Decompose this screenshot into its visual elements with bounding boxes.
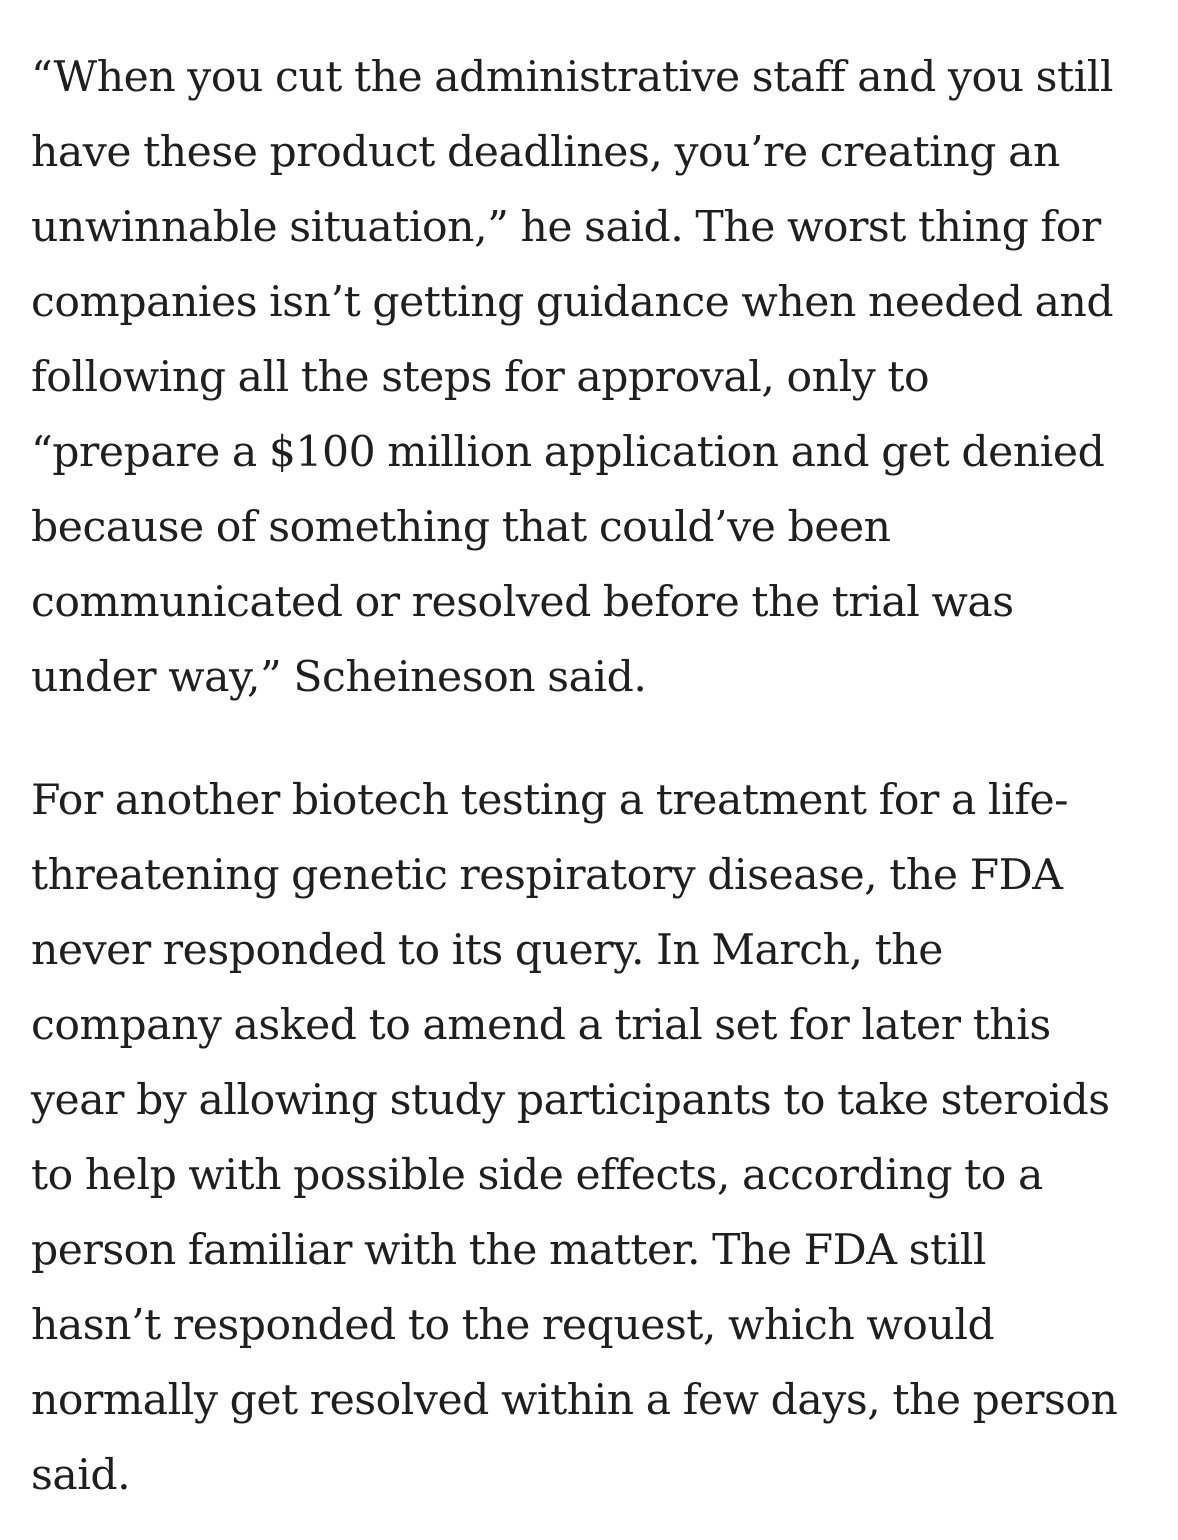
paragraph-line: person familiar with the matter. The FDA still bbox=[31, 1226, 987, 1275]
paragraph-line: For another biotech testing a treatment for a life- bbox=[31, 776, 1069, 825]
paragraph-line: said. bbox=[31, 1451, 131, 1500]
paragraph-line: have these product deadlines, you’re creating an bbox=[31, 128, 1060, 177]
paragraph-line: communicated or resolved before the trial was bbox=[31, 578, 1014, 627]
paragraph-line: “When you cut the administrative staff and you still bbox=[31, 53, 1114, 102]
paragraph-line: unwinnable situation,” he said. The worst thing for bbox=[31, 203, 1101, 252]
paragraph-line: never responded to its query. In March, the bbox=[31, 926, 943, 975]
paragraph-line: company asked to amend a trial set for later this bbox=[31, 1001, 1051, 1050]
paragraph-2 bbox=[31, 763, 1161, 1513]
article-body bbox=[31, 40, 1161, 1513]
paragraph-line: because of something that could’ve been bbox=[31, 503, 891, 552]
paragraph-line: threatening genetic respiratory disease, the FDA bbox=[31, 851, 1063, 900]
paragraph-1 bbox=[31, 40, 1161, 715]
paragraph-line: under way,” Scheineson said. bbox=[31, 653, 647, 702]
paragraph-line: normally get resolved within a few days, the person bbox=[31, 1376, 1118, 1425]
paragraph-line: to help with possible side effects, according to a bbox=[31, 1151, 1043, 1200]
paragraph-line: year by allowing study participants to take steroids bbox=[31, 1076, 1110, 1125]
paragraph-line: “prepare a $100 million application and get denied bbox=[31, 428, 1105, 477]
paragraph-line: hasn’t responded to the request, which would bbox=[31, 1301, 995, 1350]
paragraph-line: following all the steps for approval, only to bbox=[31, 353, 930, 402]
paragraph-line: companies isn’t getting guidance when needed and bbox=[31, 278, 1114, 327]
